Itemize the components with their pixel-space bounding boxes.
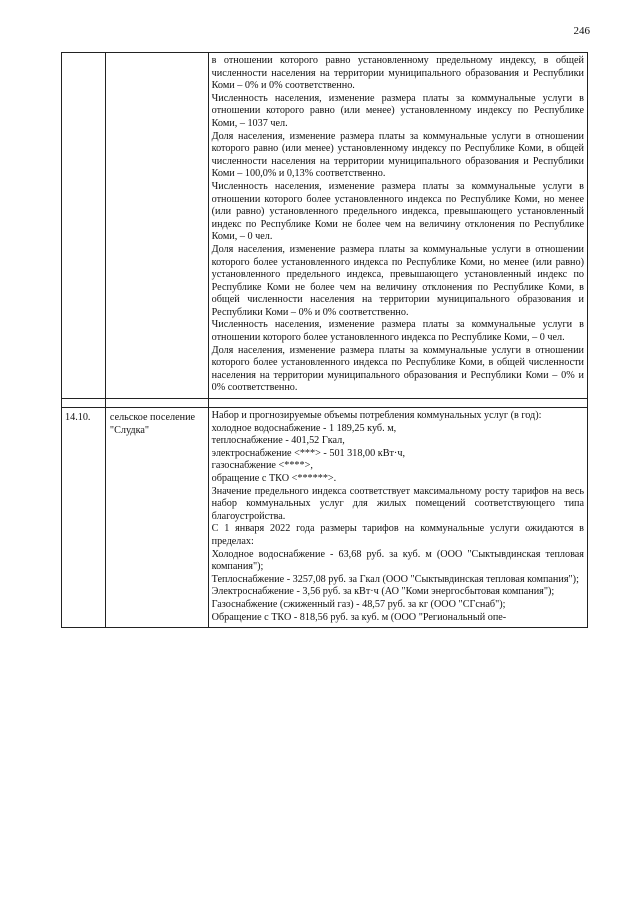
row-number: [62, 53, 105, 61]
settlement-name: сельское поселение "Слудка": [109, 412, 196, 436]
row-number-cell: [62, 53, 106, 399]
table-row: [62, 408, 588, 628]
paragraph: Набор и прогнозируемые объемы потребления коммунальных услуг (в год):: [211, 410, 542, 422]
description-text: [209, 53, 587, 398]
paragraph: Электроснабжение - 3,56 руб. за кВт·ч (АО "Коми энергосбытовая компания");: [211, 586, 555, 598]
page-number: 246: [573, 25, 590, 37]
paragraph: электроснабжение <***> - 501 318,00 кВт·ч,: [211, 447, 405, 459]
document-table: [61, 52, 588, 628]
paragraph: Доля населения, изменение размера платы за коммунальные услуги в отношении которого более установленного индекса по Республике Коми, в общей численности населения на территории муниципального образования и Республики Коми – 0% и 0% соответственно.: [211, 344, 584, 394]
settlement-name: [106, 53, 208, 61]
paragraph: Газоснабжение (сжиженный газ) - 48,57 руб. за кг (ООО "СГснаб");: [211, 598, 506, 610]
table-row: [62, 53, 588, 399]
paragraph: Теплоснабжение - 3257,08 руб. за Гкал (ООО "Сыктывдинская тепловая компания");: [211, 573, 579, 585]
table-spacer-row: [62, 399, 588, 408]
paragraph: Холодное водоснабжение - 63,68 руб. за куб. м (ООО "Сыктывдинская тепловая компания");: [211, 548, 584, 573]
paragraph: Численность населения, изменение размера платы за коммунальные услуги в отношении которого более установленного индекса по Республике Коми, – 0 чел.: [211, 319, 584, 344]
paragraph: Доля населения, изменение размера платы за коммунальные услуги в отношении которого более установленного индекса по Республике Коми, но менее (или равно) установленного предельного индекса, превышающего установленный индекс по Республике Коми не более чем на величину отклонения по Республике Коми, в общей численности населения на территории муниципального образования и Республики Коми – 0% и 0% соответственно.: [211, 243, 584, 318]
paragraph: Обращение с ТКО - 818,56 руб. за куб. м (ООО "Региональный опе-: [211, 611, 507, 623]
paragraph: Численность населения, изменение размера платы за коммунальные услуги в отношении которого равно (или менее) установленному индексу по Республике Коми, – 1037 чел.: [211, 92, 584, 129]
paragraph: в отношении которого равно установленному предельному индексу, в общей численности населения на территории муниципального образования и Республики Коми – 0% и 0% соответственно.: [211, 55, 584, 92]
description-cell: [208, 53, 587, 399]
description-text: [209, 408, 587, 627]
description-cell: [208, 408, 587, 628]
settlement-cell: [105, 408, 208, 628]
paragraph: С 1 января 2022 года размеры тарифов на коммунальные услуги ожидаются в пределах:: [211, 523, 584, 547]
paragraph: Значение предельного индекса соответствует максимальному росту тарифов на весь набор коммунальных услуг для жилых помещений соответствующего типа благоустройства.: [211, 485, 584, 522]
paragraph: Доля населения, изменение размера платы за коммунальные услуги в отношении которого равно (или менее) установленному индексу по Республике Коми, в общей численности населения на территории муниципального образования и Республики Коми – 100,0% и 0,13% соответственно.: [211, 130, 584, 180]
paragraph: холодное водоснабжение - 1 189,25 куб. м,: [211, 422, 397, 434]
paragraph: теплоснабжение - 401,52 Гкал,: [211, 435, 345, 447]
settlement-cell: [105, 53, 208, 399]
paragraph: газоснабжение <****>,: [211, 460, 313, 472]
paragraph: обращение с ТКО <******>.: [211, 473, 337, 484]
paragraph: Численность населения, изменение размера платы за коммунальные услуги в отношении которого более установленного индекса по Республике Коми, но менее (или равно) установленного предельного индекса, превышающего установленный индекс по Республике Коми не более чем на величину отклонения по Республике Коми, – 0 чел.: [211, 180, 584, 243]
row-number: 14.10.: [65, 412, 91, 424]
row-number-cell: [62, 408, 106, 628]
